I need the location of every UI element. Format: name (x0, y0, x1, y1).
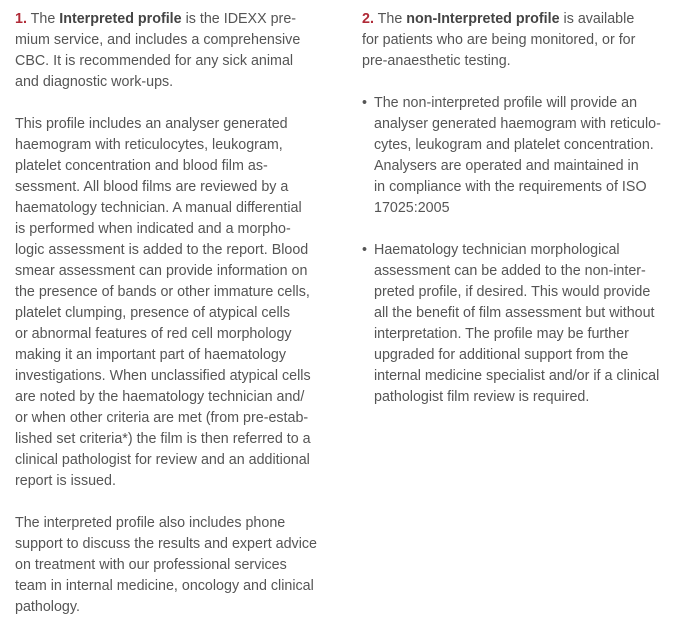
text-line: platelet concentration and blood film as- (15, 158, 268, 174)
text-line: making it an important part of haematology (15, 347, 286, 363)
text-line: haemogram with reticulocytes, leukogram, (15, 137, 283, 153)
text-line: pathology. (15, 599, 80, 615)
text-line: CBC. It is recommended for any sick animal (15, 53, 294, 69)
non-interpreted-profile-title: non-Interpreted profile (406, 11, 560, 27)
text-line: are noted by the haematology technician and/ (15, 389, 305, 405)
text-line: investigations. When unclassified atypical cells (15, 368, 311, 384)
text-line: clinical pathologist for review and an additional (15, 452, 310, 468)
text-line: support to discuss the results and expert advice (15, 536, 317, 552)
text-line: 17025:2005 (374, 200, 450, 216)
bullet-item (362, 240, 677, 408)
bullet-item (362, 93, 677, 219)
text-line: pathologist film review is required. (374, 389, 590, 405)
text-line: Analysers are operated and maintained in (374, 158, 639, 174)
interpreted-profile-column (15, 9, 335, 618)
text-line: report is issued. (15, 473, 116, 489)
non-interpreted-profile-column (362, 9, 677, 408)
text-line: or abnormal features of red cell morphology (15, 326, 292, 342)
text-line: haematology technician. A manual differential (15, 200, 302, 216)
text-line: interpretation. The profile may be further (374, 326, 629, 342)
interpreted-profile-heading-line: 1. The Interpreted profile is the IDEXX pre- (15, 11, 297, 27)
text-line: the presence of bands or other immature cells, (15, 284, 310, 300)
text-line: Haematology technician morphological (374, 242, 620, 258)
text-line: assessment can be added to the non-inter- (374, 263, 646, 279)
text-line: pre-anaesthetic testing. (362, 53, 511, 69)
bullet-icon: • (362, 242, 368, 258)
text-line: This profile includes an analyser generated (15, 116, 288, 132)
text-line: all the benefit of film assessment but without (374, 305, 655, 321)
text-line: analyser generated haemogram with reticulo- (374, 116, 661, 132)
non-interpreted-profile-heading-line: 2. The non-Interpreted profile is available (362, 11, 635, 27)
text-line: The interpreted profile also includes phone (15, 515, 286, 531)
text-line: lished set criteria*) the film is then referred to a (15, 431, 311, 447)
text-line: in compliance with the requirements of ISO (374, 179, 647, 195)
profile-description-paragraph (15, 114, 335, 492)
text-line: logic assessment is added to the report. Blood (15, 242, 309, 258)
bullet-icon: • (362, 95, 368, 111)
text-line: sessment. All blood films are reviewed by a (15, 179, 289, 195)
text-line: mium service, and includes a comprehensive (15, 32, 301, 48)
interpreted-profile-title: Interpreted profile (59, 11, 182, 27)
text-line: team in internal medicine, oncology and clinical (15, 578, 314, 594)
text-line: The non-interpreted profile will provide an (374, 95, 638, 111)
text-line: cytes, leukogram and platelet concentration. (374, 137, 654, 153)
text-line: preted profile, if desired. This would provide (374, 284, 651, 300)
text-line: on treatment with our professional services (15, 557, 287, 573)
section-number: 2. (362, 11, 374, 27)
text-line: is performed when indicated and a morpho- (15, 221, 291, 237)
text-line: or when other criteria are met (from pre-estab- (15, 410, 309, 426)
section-number: 1. (15, 11, 27, 27)
text-line: for patients who are being monitored, or for (362, 32, 636, 48)
text-line: platelet clumping, presence of atypical cells (15, 305, 290, 321)
phone-support-paragraph (15, 513, 335, 618)
text-line: and diagnostic work-ups. (15, 74, 174, 90)
text-line: smear assessment can provide information on (15, 263, 308, 279)
text-line: upgraded for additional support from the (374, 347, 629, 363)
text-line: internal medicine specialist and/or if a clinical (374, 368, 660, 384)
